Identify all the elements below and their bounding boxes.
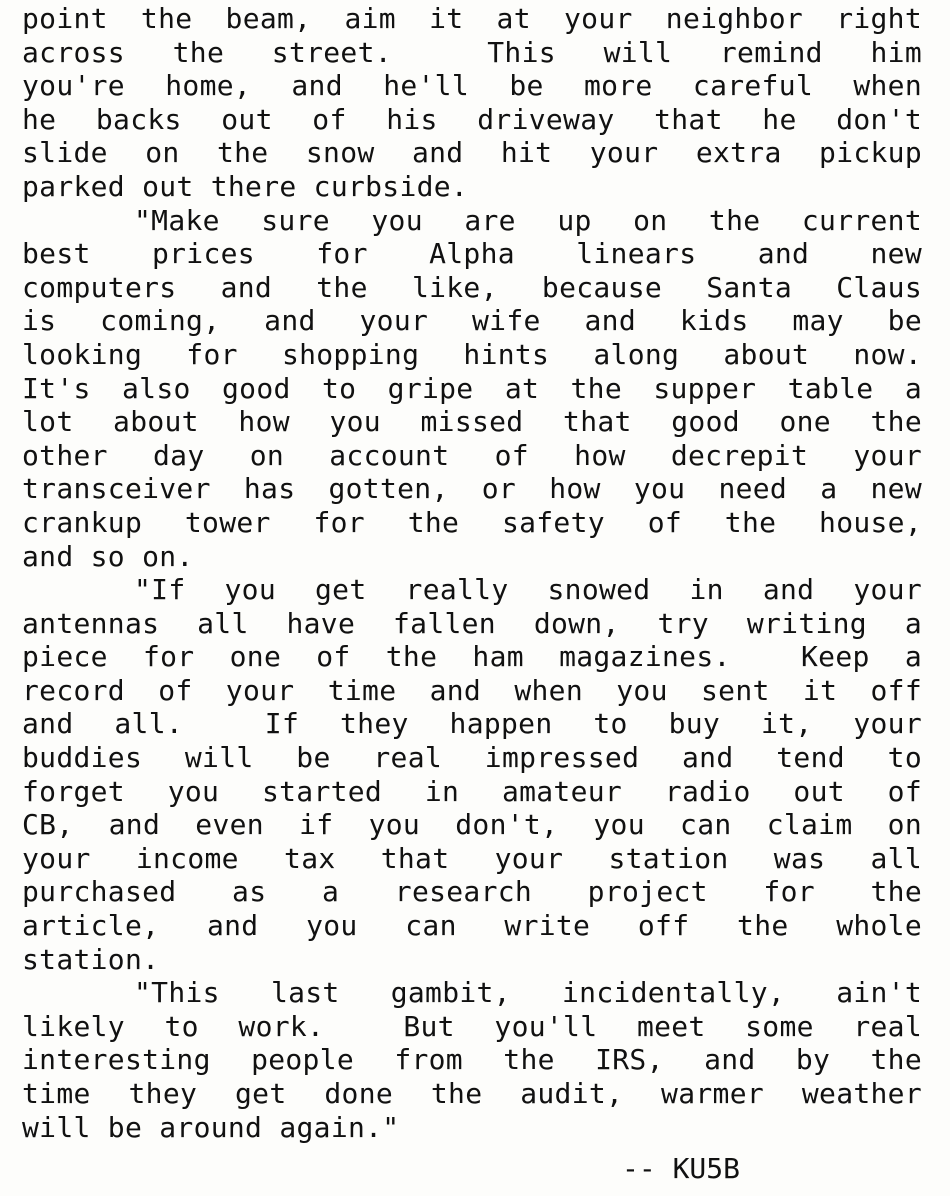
author-signature: -- KU5B <box>622 1152 741 1185</box>
text-line: CB, and even if you don't, you can claim on <box>22 808 922 842</box>
text-line: and so on. <box>22 539 194 573</box>
text-line: transceiver has gotten, or how you need a new <box>22 472 922 506</box>
text-line: article, and you can write off the whole <box>22 909 922 943</box>
text-line: antennas all have fallen down, try writing a <box>22 606 922 640</box>
text-line: your income tax that your station was all <box>22 841 922 875</box>
paragraph-start-line: "If you get really snowed in and your <box>134 573 922 607</box>
text-line: interesting people from the IRS, and by the <box>22 1043 922 1077</box>
text-line: likely to work. But you'll meet some real <box>22 1009 922 1043</box>
paragraph-start-line: "Make sure you are up on the current <box>134 203 922 237</box>
text-line: you're home, and he'll be more careful when <box>22 69 922 103</box>
text-line: will be around again." <box>22 1110 400 1144</box>
text-line: slide on the snow and hit your extra pickup <box>22 136 922 170</box>
text-line: and all. If they happen to buy it, your <box>22 707 922 741</box>
text-line: parked out there curbside. <box>22 169 469 203</box>
text-line: record of your time and when you sent it off <box>22 673 922 707</box>
text-line: piece for one of the ham magazines. Keep a <box>22 640 922 674</box>
text-line: station. <box>22 942 160 976</box>
text-line: point the beam, aim it at your neighbor right <box>22 2 922 35</box>
body-text <box>22 2 922 1144</box>
text-line: lot about how you missed that good one the <box>22 405 922 439</box>
text-line: crankup tower for the safety of the house, <box>22 505 922 539</box>
text-line: buddies will be real impressed and tend to <box>22 741 922 775</box>
text-line: across the street. This will remind him <box>22 35 922 69</box>
text-line: It's also good to gripe at the supper table a <box>22 371 922 405</box>
text-line: computers and the like, because Santa Claus <box>22 270 922 304</box>
text-line: other day on account of how decrepit your <box>22 438 922 472</box>
text-line: forget you started in amateur radio out of <box>22 774 922 808</box>
paragraph-start-line: "This last gambit, incidentally, ain't <box>134 976 922 1010</box>
text-line: best prices for Alpha linears and new <box>22 237 922 271</box>
text-line: time they get done the audit, warmer weather <box>22 1077 922 1110</box>
text-line: looking for shopping hints along about now. <box>22 337 922 371</box>
text-line: he backs out of his driveway that he don't <box>22 102 922 136</box>
text-line: is coming, and your wife and kids may be <box>22 304 922 338</box>
text-line: purchased as a research project for the <box>22 875 922 909</box>
